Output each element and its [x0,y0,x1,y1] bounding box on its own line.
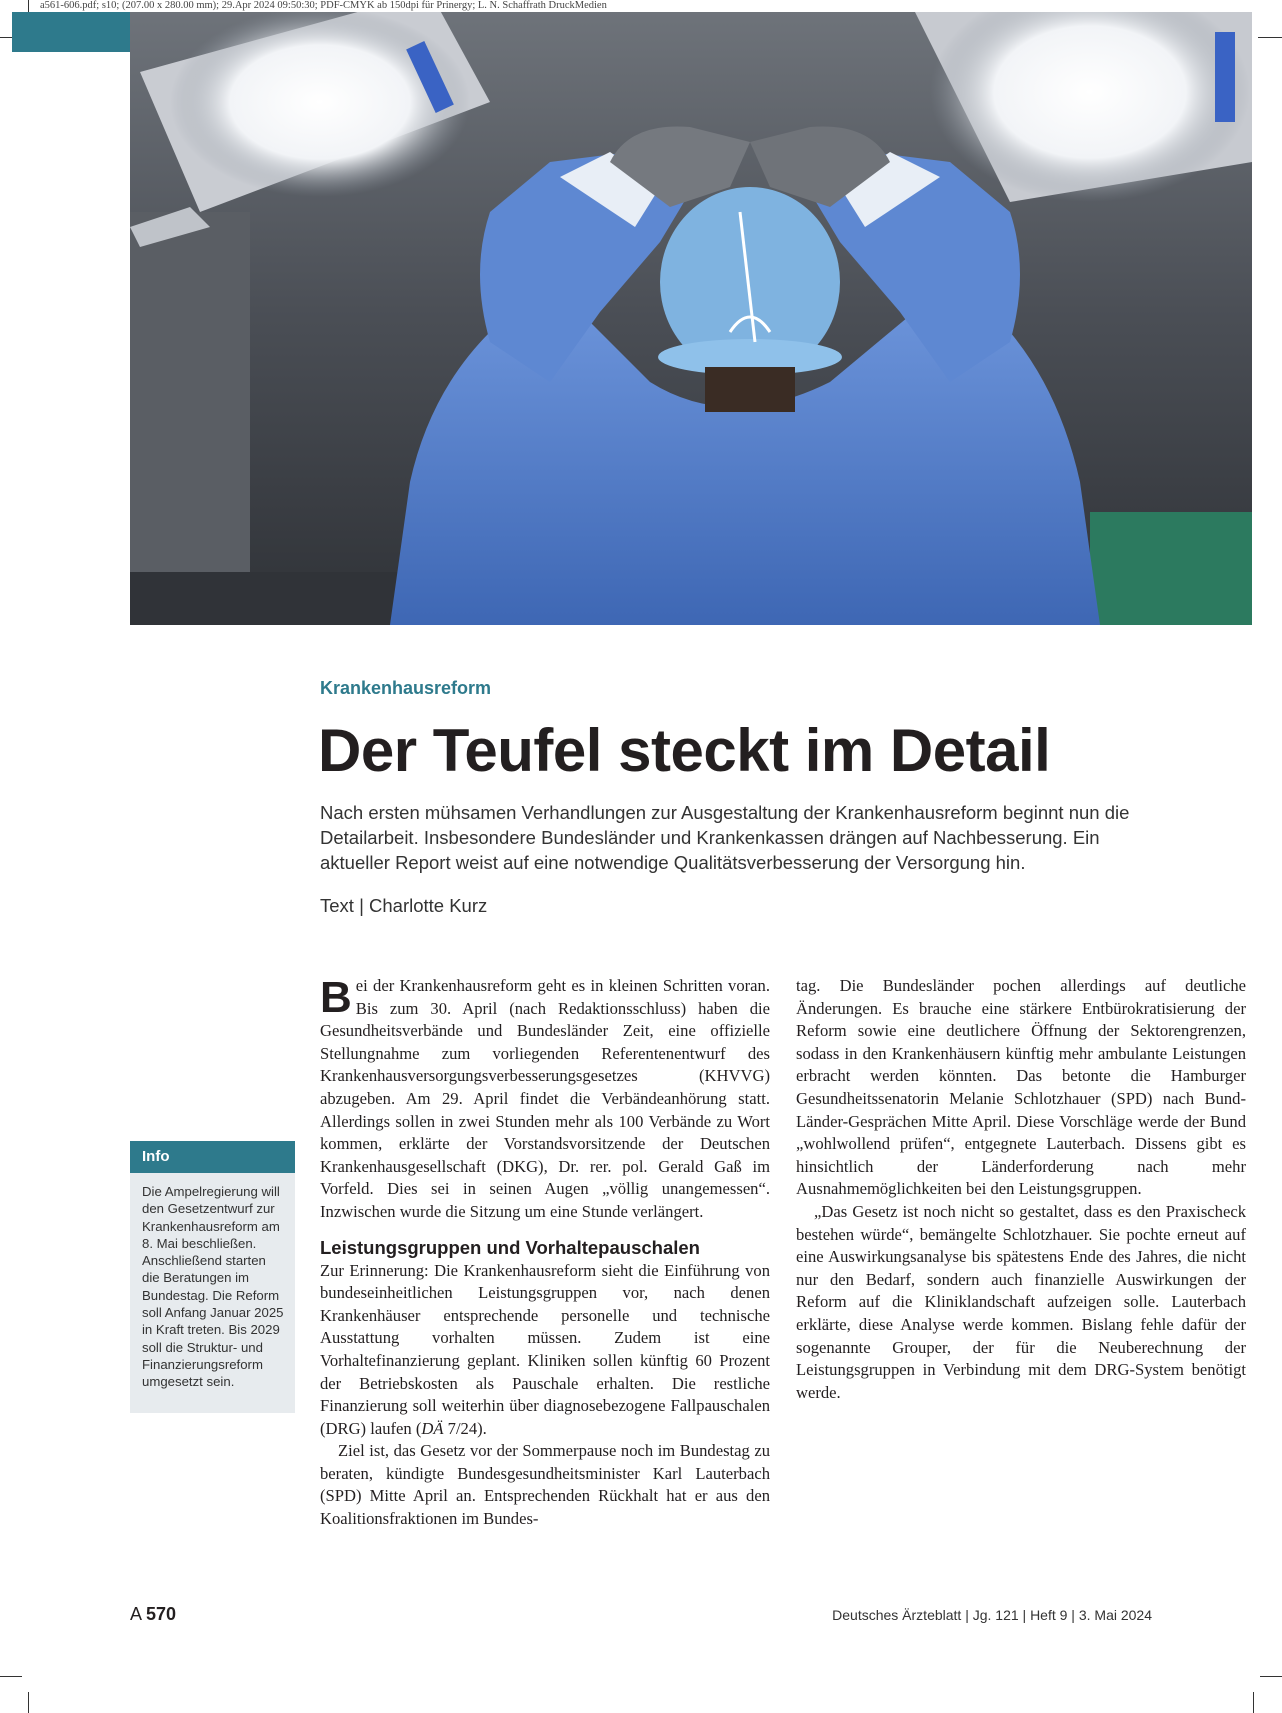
body-column-1 [320,975,770,1531]
body-paragraph: tag. Die Bundesländer pochen allerdings auf deutliche Änderungen. Es brauche eine stärkere Entbürokratisierung der Reform sowie eine deutlichere Öffnung der Sektorengrenzen, sodass in den Krankenhäusern künftig mehr ambulante Leistungen erbracht werden könnten. Das betonte die Hamburger Gesundheitssenatorin Melanie Schlotzhauer (SPD) nach Bund-Länder-Gesprächen Mitte April. Diese Vorschläge werde der Bund „wohlwollend prüfen“, entgegnete Lauterbach. Dissens gibt es hinsichtlich der Länderforderung nach mehr Ausnahmemöglichkeiten bei den Leistungsgruppen. [796,976,1246,1199]
citation-issue: 7/24). [443,1418,487,1438]
article-byline: Text | Charlotte Kurz [320,895,488,916]
body-column-2 [796,975,1246,1404]
journal-footer: Deutsches Ärzteblatt | Jg. 121 | Heft 9 | 3. Mai 2024 [832,1607,1152,1623]
crop-mark [1258,37,1282,38]
body-paragraph [320,1260,770,1441]
body-paragraph: Ziel ist, das Gesetz vor der Sommerpause noch im Bundestag zu beraten, kündigte Bundesgesundheitsminister Karl Lauterbach (SPD) Mitte April an. Entsprechenden Rückhalt hat er aus den Koalitionsfraktionen im Bundes- [320,1441,770,1529]
info-box [130,1141,295,1413]
crop-mark [0,1676,22,1677]
page-prefix: A [130,1604,142,1624]
print-slug: a561-606.pdf; s10; (207.00 x 280.00 mm); 29.Apr 2024 09:50:30; PDF-CMYK ab 150dpi für Prinergy; L. N. Schaffrath DruckMedien [40,0,607,11]
paragraph-text: ei der Krankenhausreform geht es in kleinen Schritten voran. Bis zum 30. April (nach Redaktionsschluss) haben die Gesundheitsverbände und Bundesländer Zeit, eine offizielle Stellungnahme zum vorliegenden Referentenentwurf des Krankenhausversorgungsverbesserungsgesetzes (KHVVG) abzugeben. Am 29. April findet die Verbändeanhörung statt. Allerdings sollen in zwei Stunden mehr als 100 Verbände zu Wort kommen, erklärte der Vorstandsvorsitzende der Deutschen Krankenhausgesellschaft (DKG), Dr. rer. pol. Gerald Gaß im Vorfeld. Dies sei in seinen Augen „völlig unangemessen“. Inzwischen wurde die Sitzung um eine Stunde verlängert. [320,976,770,1221]
article-kicker: Krankenhausreform [320,678,492,698]
article-lead: Nach ersten mühsamen Verhandlungen zur Ausgestaltung der Krankenhausreform beginnt nun die Detailarbeit. Insbesondere Bundesländer und Krankenkassen drängen auf Nachbesserung. Ein aktueller Report weist auf eine notwendige Qualitätsverbesserung der Versorgung hin. [320,802,1130,873]
citation-journal: DÄ [421,1418,444,1438]
crop-mark [28,1692,29,1713]
crop-mark [1260,1676,1282,1677]
hero-photo [130,12,1252,625]
page-number [130,1604,176,1625]
page-number-value: 570 [146,1604,177,1624]
article-title: Der Teufel steckt im Detail [318,717,1051,784]
body-paragraph [320,975,770,1224]
paragraph-text: Zur Erinnerung: Die Krankenhausreform sieht die Einführung von bundeseinheitlichen Leistungsgruppen vor, nach denen Krankenhäuser entsprechende personelle und technische Ausstattung vorhalten müssen. Zudem ist eine Vorhaltefinanzierung geplant. Kliniken sollen künftig 60 Prozent der Betriebskosten als Pauschale erhalten. Die restliche Finanzierung soll weiterhin über diagnosebezogene Fallpauschalen (DRG) laufen ( [320,1260,770,1438]
body-paragraph: „Das Gesetz ist noch nicht so gestaltet, dass es den Praxischeck bestehen würde“, bemängelte Schlotzhauer. Sie pochte erneut auf eine Auswirkungsanalyse bis spätestens Ende des Jahres, die nicht nur den Bedarf, sondern auch finanzielle Auswirkungen der Reform auf die Kliniklandschaft aufzeigen solle. Lauterbach erklärte, diese Analyse werde kommen. Bislang fehle dafür der sogenannte Grouper, der für die Neuberechnung der Leistungsgruppen in Verbindung mit dem DRG-System benötigt werde. [796,1201,1246,1402]
info-box-text: Die Ampelregierung will den Gesetzentwurf zur Krankenhausreform am 8. Mai beschließen. Anschließend starten die Beratungen im Bundestag. Die Reform soll Anfang Januar 2025 in Kraft treten. Bis 2029 soll die Struktur- und Finanzierungsreform umgesetzt sein. [142,1184,284,1390]
crop-mark [1253,1692,1254,1713]
section-subheading: Leistungsgruppen und Vorhaltepauschalen [320,1236,700,1258]
section-color-tab [12,12,130,52]
drop-cap: B [320,973,352,1022]
info-box-heading: Info [130,1141,295,1173]
